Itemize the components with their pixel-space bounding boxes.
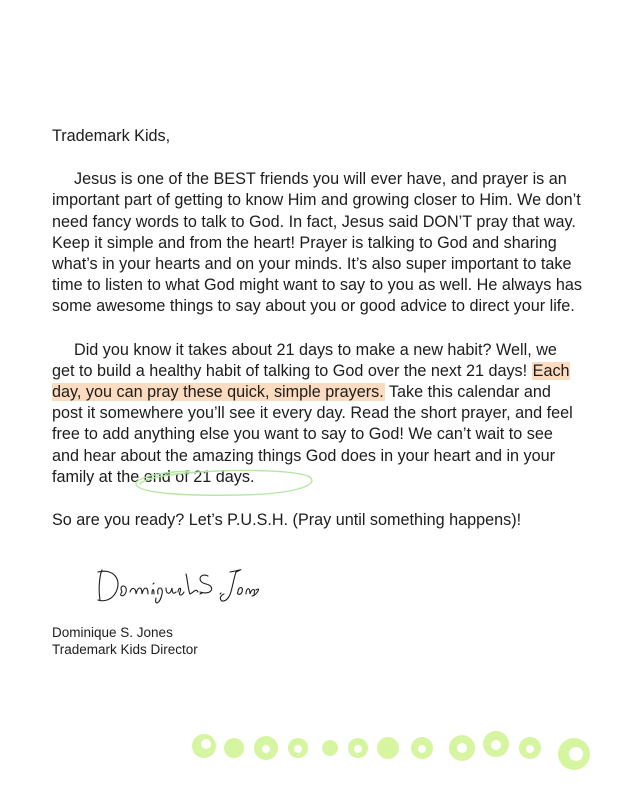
dot (322, 740, 338, 756)
dot (224, 738, 244, 758)
signature-title: Trademark Kids Director (52, 642, 198, 657)
dot-hole (526, 745, 534, 753)
signature-name: Dominique S. Jones (52, 625, 173, 640)
dot-hole (294, 745, 302, 753)
dot (377, 737, 399, 759)
dot-hole (569, 747, 583, 761)
greeting: Trademark Kids, (52, 127, 171, 145)
paragraph-2-start: Did you know it takes about 21 days to make a new habit? Well, we get to build a healthy habit of talking to God over the next 21 days! (52, 340, 557, 380)
paragraph-2-middle: Take this calendar and post it somewhere you’ll see it every day. Read the short prayer, and feel free to add anything else you want to say to God! We can’t wait to see and hear about the amazing things God does in your heart and in your family at the (52, 383, 573, 486)
closing-line: So are you ready? Let’s P.U.S.H. (Pray until something happens)! (52, 511, 522, 530)
circled-text-label: end of 21 days. (143, 467, 255, 486)
dot-hole (262, 745, 270, 753)
circled-text (144, 468, 255, 486)
dot-hole (354, 745, 362, 753)
paragraph-1: Jesus is one of the BEST friends you will ever have, and prayer is an important part of getting to know Him and growing closer to Him. We don’t need fancy words to talk to God. In fact, Jesus said DON’T pray that way. Keep it simple and from the heart! Prayer is talking to God and sharing what’s in your hearts and on your minds. It’s also super important to take time to listen to what God might want to say to you as well. He always has some awesome things to say about you or good advice to direct your life. (52, 170, 582, 316)
highlighted-text: Each day, you can pray these quick, simple prayers. (52, 361, 570, 402)
dot-hole (457, 743, 467, 753)
handwritten-signature (92, 562, 262, 610)
decorative-dots (0, 718, 620, 802)
dot-hole (418, 745, 426, 753)
dot-hole (491, 740, 501, 750)
dot-hole (201, 739, 211, 749)
letter-body (52, 126, 582, 531)
paragraph-2 (52, 340, 582, 488)
